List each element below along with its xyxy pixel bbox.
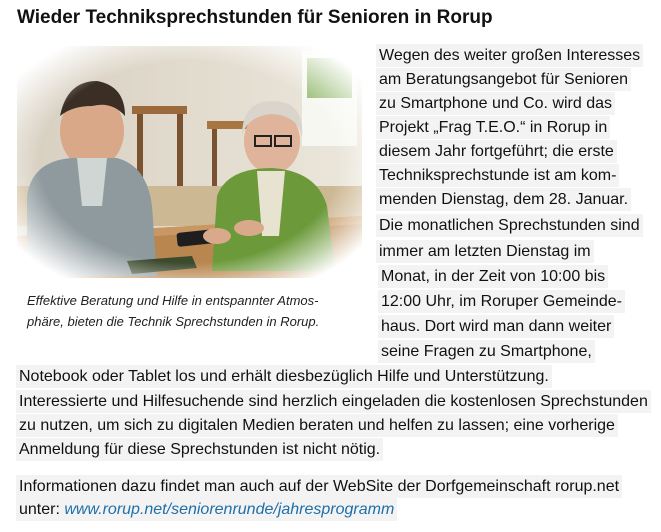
body-line: immer am letzten Dienstag im bbox=[376, 240, 594, 263]
info-line-2 bbox=[16, 498, 397, 521]
body-line: am Beratungsangebot für Senioren bbox=[376, 68, 631, 91]
body-line: Monat, in der Zeit von 10:00 bis bbox=[378, 265, 608, 288]
article-title: Wieder Techniksprechstunden für Senioren in Rorup bbox=[17, 7, 493, 28]
article-photo bbox=[17, 46, 362, 278]
photo-illustration bbox=[17, 46, 362, 278]
caption-line: phäre, bieten die Technik Sprechstunden in Rorup. bbox=[27, 314, 320, 329]
body-line: Anmeldung für diese Sprechstunden ist nicht nötig. bbox=[16, 438, 383, 461]
body-line: zu nutzen, um sich zu digitalen Medien beraten und helfen zu lassen; eine vorherige bbox=[16, 414, 618, 437]
body-line: diesem Jahr fortgeführt; die erste bbox=[376, 140, 617, 163]
body-line: Interessierte und Hilfesuchende sind herzlich eingeladen die kostenlosen Sprechstunden bbox=[16, 390, 651, 413]
body-line: seine Fragen zu Smartphone, bbox=[378, 340, 595, 363]
photo-caption bbox=[27, 290, 357, 332]
body-line: menden Dienstag, dem 28. Januar. bbox=[376, 188, 631, 211]
body-line: Notebook oder Tablet los und erhält diesbezüglich Hilfe und Unterstützung. bbox=[16, 365, 552, 388]
body-line: Projekt „Frag T.E.O.“ in Rorup in bbox=[376, 116, 610, 139]
body-line: haus. Dort wird man dann weiter bbox=[378, 315, 614, 338]
program-link[interactable]: www.rorup.net/seniorenrunde/jahresprogramm bbox=[64, 501, 395, 518]
info-line: Informationen dazu findet man auch auf der WebSite der Dorfgemeinschaft rorup.net bbox=[16, 475, 622, 498]
body-line: Techniksprechstunde ist am kom- bbox=[376, 164, 619, 187]
body-line: zu Smartphone und Co. wird das bbox=[376, 92, 615, 115]
body-line: Wegen des weiter großen Interesses bbox=[376, 44, 643, 67]
info-prefix: unter: bbox=[19, 501, 65, 518]
body-line: 12:00 Uhr, im Roruper Gemeinde- bbox=[378, 290, 625, 313]
caption-line: Effektive Beratung und Hilfe in entspannter Atmos- bbox=[27, 293, 319, 308]
body-line: Die monatlichen Sprechstunden sind bbox=[376, 214, 643, 237]
